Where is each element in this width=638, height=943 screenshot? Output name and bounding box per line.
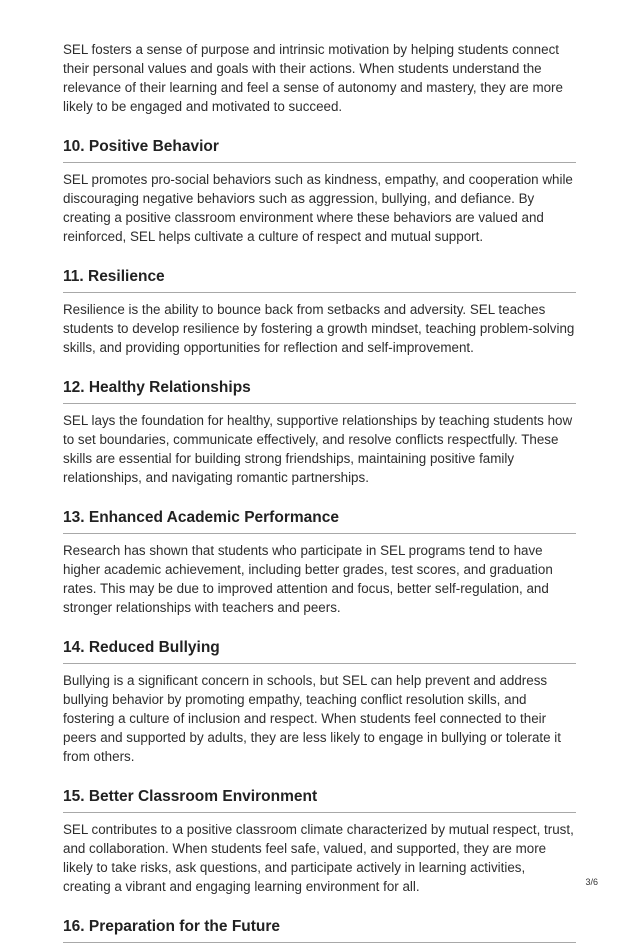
section-reduced-bullying [63,638,576,766]
section-resilience [63,267,576,357]
section-heading: 13. Enhanced Academic Performance [63,508,576,534]
section-paragraph: SEL contributes to a positive classroom climate characterized by mutual respect, trust, and collaboration. When students feel safe, valued, and supported, they are more likely to take risks, ask questions, and participate actively in learning activities, creating a vibrant and engaging learning environment for all. [63,822,574,894]
section-paragraph: SEL promotes pro-social behaviors such as kindness, empathy, and cooperation while discouraging negative behaviors such as aggression, bullying, and defiance. By creating a positive classroom environment where these behaviors are valued and reinforced, SEL helps cultivate a culture of respect and mutual support. [63,172,573,244]
section-healthy-relationships [63,378,576,487]
section-preparation-future [63,917,576,943]
section-heading: 11. Resilience [63,267,576,293]
section-academic-performance [63,508,576,617]
page-number: 3/6 [585,877,598,887]
section-heading: 14. Reduced Bullying [63,638,576,664]
section-paragraph: Research has shown that students who participate in SEL programs tend to have higher academic achievement, including better grades, test scores, and graduation rates. This may be due to improved attention and focus, better self-regulation, and stronger relationships with teachers and peers. [63,543,553,615]
section-positive-behavior [63,137,576,246]
document-page [63,40,576,943]
section-paragraph: Resilience is the ability to bounce back from setbacks and adversity. SEL teaches students to develop resilience by fostering a growth mindset, teaching problem-solving skills, and providing opportunities for reflection and self-improvement. [63,302,575,355]
section-paragraph: SEL lays the foundation for healthy, supportive relationships by teaching students how to set boundaries, communicate effectively, and resolve conflicts respectfully. These skills are essential for building strong friendships, maintaining positive family relationships, and navigating romantic partnerships. [63,413,573,485]
section-heading: 15. Better Classroom Environment [63,787,576,813]
section-heading: 10. Positive Behavior [63,137,576,163]
section-classroom-environment [63,787,576,896]
section-paragraph: Bullying is a significant concern in schools, but SEL can help prevent and address bullying behavior by promoting empathy, teaching conflict resolution skills, and fostering a culture of inclusion and respect. When students feel connected to their peers and supported by adults, they are less likely to engage in bullying or tolerate it from others. [63,673,561,764]
section-heading: 12. Healthy Relationships [63,378,576,404]
intro-paragraph: SEL fosters a sense of purpose and intrinsic motivation by helping students connect their personal values and goals with their actions. When students understand the relevance of their learning and feel a sense of autonomy and mastery, they are more likely to be engaged and motivated to succeed. [63,42,563,114]
section-heading: 16. Preparation for the Future [63,917,576,943]
